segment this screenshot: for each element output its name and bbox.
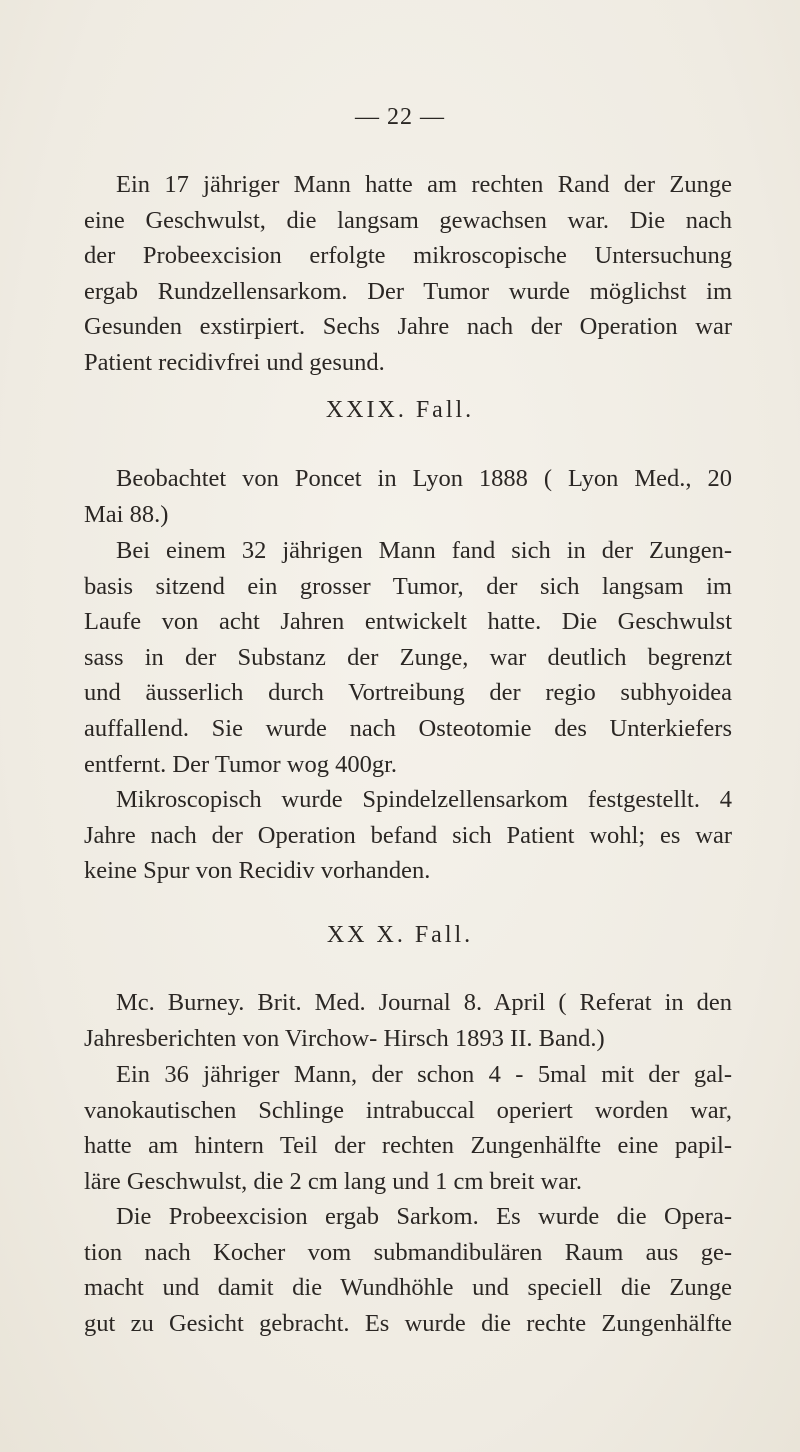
paragraph-6: [84, 1057, 732, 1199]
text-line: Gesunden exstirpiert. Sechs Jahre nach der Operation war: [84, 313, 732, 341]
page-number: — 22 —: [355, 104, 445, 130]
text-line: auffallend. Sie wurde nach Osteotomie des Unterkiefers: [84, 714, 732, 742]
text-line: vanokautischen Schlinge intrabuccal operiert worden war,: [84, 1096, 732, 1124]
case-heading-30: XX X. Fall.: [326, 922, 474, 948]
paragraph-7: [84, 1199, 732, 1341]
text-line: gut zu Gesicht gebracht. Es wurde die rechte Zungenhälfte: [84, 1309, 732, 1337]
text-line: der Probeexcision erfolgte mikroscopische Untersuchung: [84, 242, 732, 270]
paragraph-4: [84, 782, 732, 889]
text-line: keine Spur von Recidiv vorhanden.: [84, 857, 431, 885]
text-line: hatte am hintern Teil der rechten Zungenhälfte eine papil-: [84, 1132, 732, 1160]
text-line: sass in der Substanz der Zunge, war deutlich begrenzt: [84, 643, 732, 671]
text-line: entfernt. Der Tumor wog 400gr.: [84, 750, 398, 778]
text-line: tion nach Kocher vom submandibulären Raum aus ge-: [84, 1238, 732, 1266]
text-line: Ein 36 jähriger Mann, der schon 4 - 5mal mit der gal-: [116, 1061, 732, 1088]
text-line: Laufe von acht Jahren entwickelt hatte. Die Geschwulst: [84, 608, 732, 636]
paragraph-1: [84, 167, 732, 381]
text-line: Ein 17 jähriger Mann hatte am rechten Rand der Zunge: [116, 171, 732, 198]
text-line: und äusserlich durch Vortreibung der regio subhyoidea: [84, 679, 732, 707]
text-line: Mc. Burney. Brit. Med. Journal 8. April ( Referat in den: [116, 989, 732, 1016]
text-line: Bei einem 32 jährigen Mann fand sich in der Zungen-: [116, 537, 732, 564]
paragraph-5: [84, 985, 732, 1056]
text-line: basis sitzend ein grosser Tumor, der sich langsam im: [84, 572, 732, 600]
text-line: Jahre nach der Operation befand sich Patient wohl; es war: [84, 821, 732, 849]
paragraph-3: [84, 533, 732, 782]
case-heading-29: XXIX. Fall.: [325, 397, 475, 423]
text-line: Patient recidivfrei und gesund.: [84, 348, 385, 376]
text-line: Mai 88.): [84, 500, 169, 528]
text-line: Die Probeexcision ergab Sarkom. Es wurde die Opera-: [116, 1203, 732, 1230]
text-line: macht und damit die Wundhöhle und speciell die Zunge: [84, 1274, 732, 1302]
text-line: eine Geschwulst, die langsam gewachsen war. Die nach: [84, 206, 732, 234]
text-line: läre Geschwulst, die 2 cm lang und 1 cm breit war.: [84, 1167, 583, 1195]
text-line: ergab Rundzellensarkom. Der Tumor wurde möglichst im: [84, 277, 732, 305]
text-line: Jahresberichten von Virchow- Hirsch 1893 II. Band.): [84, 1024, 605, 1052]
text-line: Beobachtet von Poncet in Lyon 1888 ( Lyon Med., 20: [116, 465, 732, 492]
paragraph-2: [84, 461, 732, 532]
text-line: Mikroscopisch wurde Spindelzellensarkom festgestellt. 4: [116, 786, 732, 813]
